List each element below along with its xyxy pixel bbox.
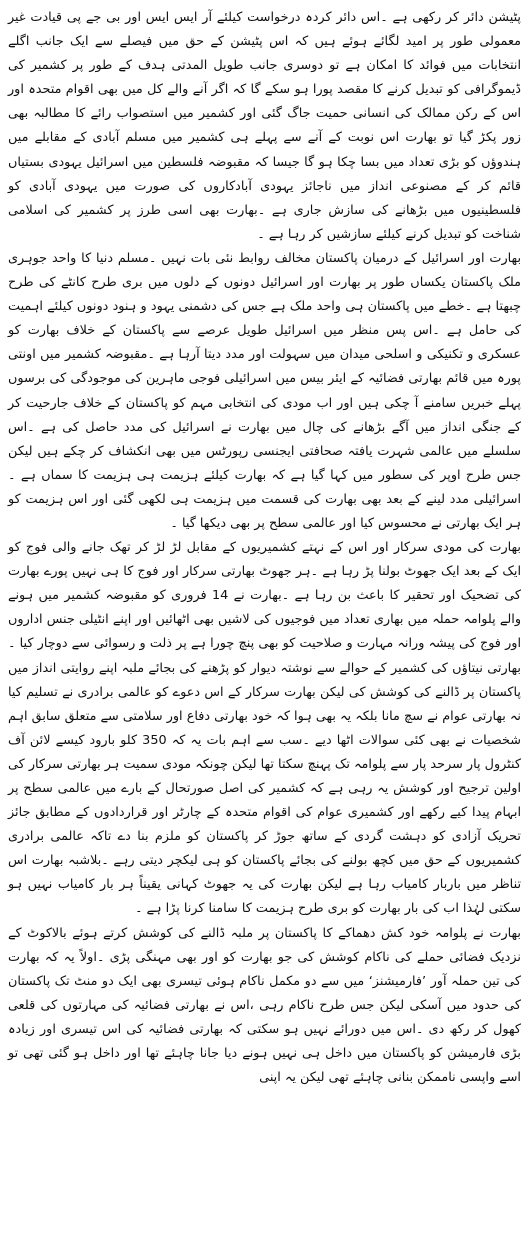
article-paragraph: بھارت اور اسرائیل کے درمیان پاکستان مخالف روابط نئی بات نہیں ۔مسلم دنیا کا واحد جوہری ملک پاکستان یکساں طور پر بھارت اور اسرائیل دونوں کے دلوں میں بری طرح کانٹے کی طرح چبھتا ہے ۔خطے میں پاکستان ہی واحد ملک ہے جس کی دشمنی یہود و ہنود دونوں کیلئے اہمیت کی حامل ہے ۔اس پس منظر میں اسرائیل طویل عرصے سے پاکستان کے خلاف بھارت کو عسکری و تکنیکی و اسلحی میدان میں سہولت اور مدد دیتا آرہا ہے ۔مقبوضہ کشمیر میں اونتی پورہ میں قائم بھارتی فضائیہ کے ایئر بیس میں اسرائیلی فوجی ماہرین کی موجودگی کی برسوں پہلے خبریں سامنے آ چکی ہیں اور اب مودی کی انتخابی مہم کو پاکستان کے خلاف جارحیت کر کے جنگی انداز میں آگے بڑھانے کی چال میں بھارت نے اسرائیل کی مدد حاصل کی ہے ۔اس سلسلے میں عالمی شہرت یافتہ صحافتی ایجنسی رپورٹس میں بھی انکشاف کر چکے ہیں لیکن جس طرح اوپر کی سطور میں کہا گیا ہے کہ بھارت کیلئے ہزیمت ہی ہزیمت کا سماں ہے ۔اسرائیلی مدد لینے کے بعد بھی بھارت کی قسمت میں ہزیمت ہی لکھی گئی اور اس ہزیمت کو ہر ایک بھارتی نے محسوس کیا اور عالمی سطح پر بھی دیکھا گیا ۔ (8, 250, 521, 531)
article-paragraph: پٹیشن دائر کر رکھی ہے ۔اس دائر کردہ درخواست کیلئے آر ایس ایس اور بی جے پی قیادت غیر معمولی طور پر امید لگائے ہوئے ہیں کہ اس پٹیشن کے حق میں فیصلے سے ایک جانب اگلے انتخابات میں فوائد کا امکان ہے تو دوسری جانب طویل المدتی ہدف کے طور پر کشمیر کی ڈیموگرافی کو تبدیل کرنے کا مقصد پورا ہو سکے گا کہ اگر آنے والے کل میں بھی اقوام متحدہ اور اس کے رکن ممالک کی انسانی حمیت جاگ گئی اور کشمیر میں استصواب رائے کا مطالبہ بھی زور پکڑ گیا تو بھارت اس نوبت کے آنے سے پہلے ہی کشمیر میں مسلم آبادی کے مقابلے میں ہندوؤں کو بڑی تعداد میں بسا چکا ہو گا جیسا کہ مقبوضہ فلسطین میں اسرائیل یہودی بستیاں قائم کر کے مصنوعی انداز میں ناجائز یہودی آبادکاروں کی صورت میں یہودی آبادی کو فلسطینیوں میں بڑھانے کی سازش جاری ہے ۔بھارت بھی اسی طرز پر کشمیر کی اسلامی شناخت کو تبدیل کرنے کیلئے سازشیں کر رہا ہے ۔ (8, 10, 521, 242)
article-paragraph: بھارت کی مودی سرکار اور اس کے نہتے کشمیریوں کے مقابل لڑ لڑ کر تھک جانے والی فوج کو ایک کے بعد ایک جھوٹ بولنا پڑ رہا ہے ۔ہر جھوٹ بھارتی سرکار اور فوج کا ہی نہیں پورے بھارت کی تضحیک اور تحقیر کا باعث بن رہا ہے ۔بھارت نے 14 فروری کو مقبوضہ کشمیر میں ہونے والے پلوامہ حملہ میں بھاری تعداد میں فوجیوں کی لاشیں بھی اٹھائیں اور اپنے انٹیلی جنس اداروں اور فوج کی پیشہ ورانہ مہارت و صلاحیت کو بھی پنچ چورا ہے پر ذلت و رسوائی سے دوچار کیا ۔بھارتی نیتاؤں کی کشمیر کے حوالے سے نوشتہ دیوار کو پڑھنے کی بجائے ملبہ اپنے روایتی انداز میں پاکستان پر ڈالنے کی کوشش کی لیکن بھارت سرکار کے اس دعوے کو عالمی برادری نے تسلیم کیا نہ بھارتی عوام نے سچ مانا بلکہ یہ بھی ہوا کہ خود بھارتی دفاع اور سلامتی سے متعلق سابق اہم شخصیات نے بھی کئی سوالات اٹھا دیے ۔سب سے اہم بات یہ کہ 350 کلو بارود کیسے لائن آف کنٹرول پار سرحد پار سے پلوامہ تک پہنچ سکتا تھا لیکن چونکہ مودی سمیت ہر بھارتی سرکار کی اولین ترجیح اور کوشش یہ رہی ہے کہ کشمیر کی اصل صورتحال کے بارے میں عالمی سطح پر ابہام پیدا کیے رکھے اور کشمیری عوام کی اقوام متحدہ کے چارٹر اور قراردادوں کے مطابق جائز تحریک آزادی کو دہشت گردی کے ساتھ جوڑ کر پاکستان کو ملزم بنا دے تاکہ عالمی برادری کشمیریوں کے حق میں کچھ بولنے کی بجائے پاکستان کو ہی لیکچر دیتی رہے ۔بلاشبہ بھارت اس تناظر میں باربار کامیاب رہا ہے لیکن بھارت کی یہ جھوٹ کہانی یقیناً ہر بار کامیاب نہیں ہو سکتی لہٰذا اب کی بار بھارت کو بری طرح ہزیمت کا سامنا کرنا پڑا ہے ۔ (8, 540, 522, 917)
article-paragraph: بھارت نے پلوامہ خود کش دھماکے کا پاکستان پر ملبہ ڈالنے کی کوشش کرتے ہوئے بالاکوٹ کے نزدیک فضائی حملے کی ناکام کوشش کی جو بھارت کو اور بھی مہنگی پڑی ۔اولاً یہ کہ بھارت کی تین حملہ آور ’فارمیشنز‘ میں سے دو مکمل ناکام ہوئی تیسری بھی ایک دو منٹ تک پاکستان کی حدود میں آسکی لیکن جس طرح ناکام رہی ،اس نے بھارتی فضائیہ کی مہارتوں کی قلعی کھول کر رکھ دی ۔اس میں دورائے نہیں ہو سکتی کہ بھارتی فضائیہ کی اس تیسری اور زیادہ بڑی فارمیشن کو پاکستان میں داخل ہی نہیں ہونے دیا جانا چاہئے تھا اور داخل ہو گئی تھی تو اسے واپسی ناممکن بنانی چاہئے تھی لیکن یہ اپنی (8, 925, 521, 1086)
